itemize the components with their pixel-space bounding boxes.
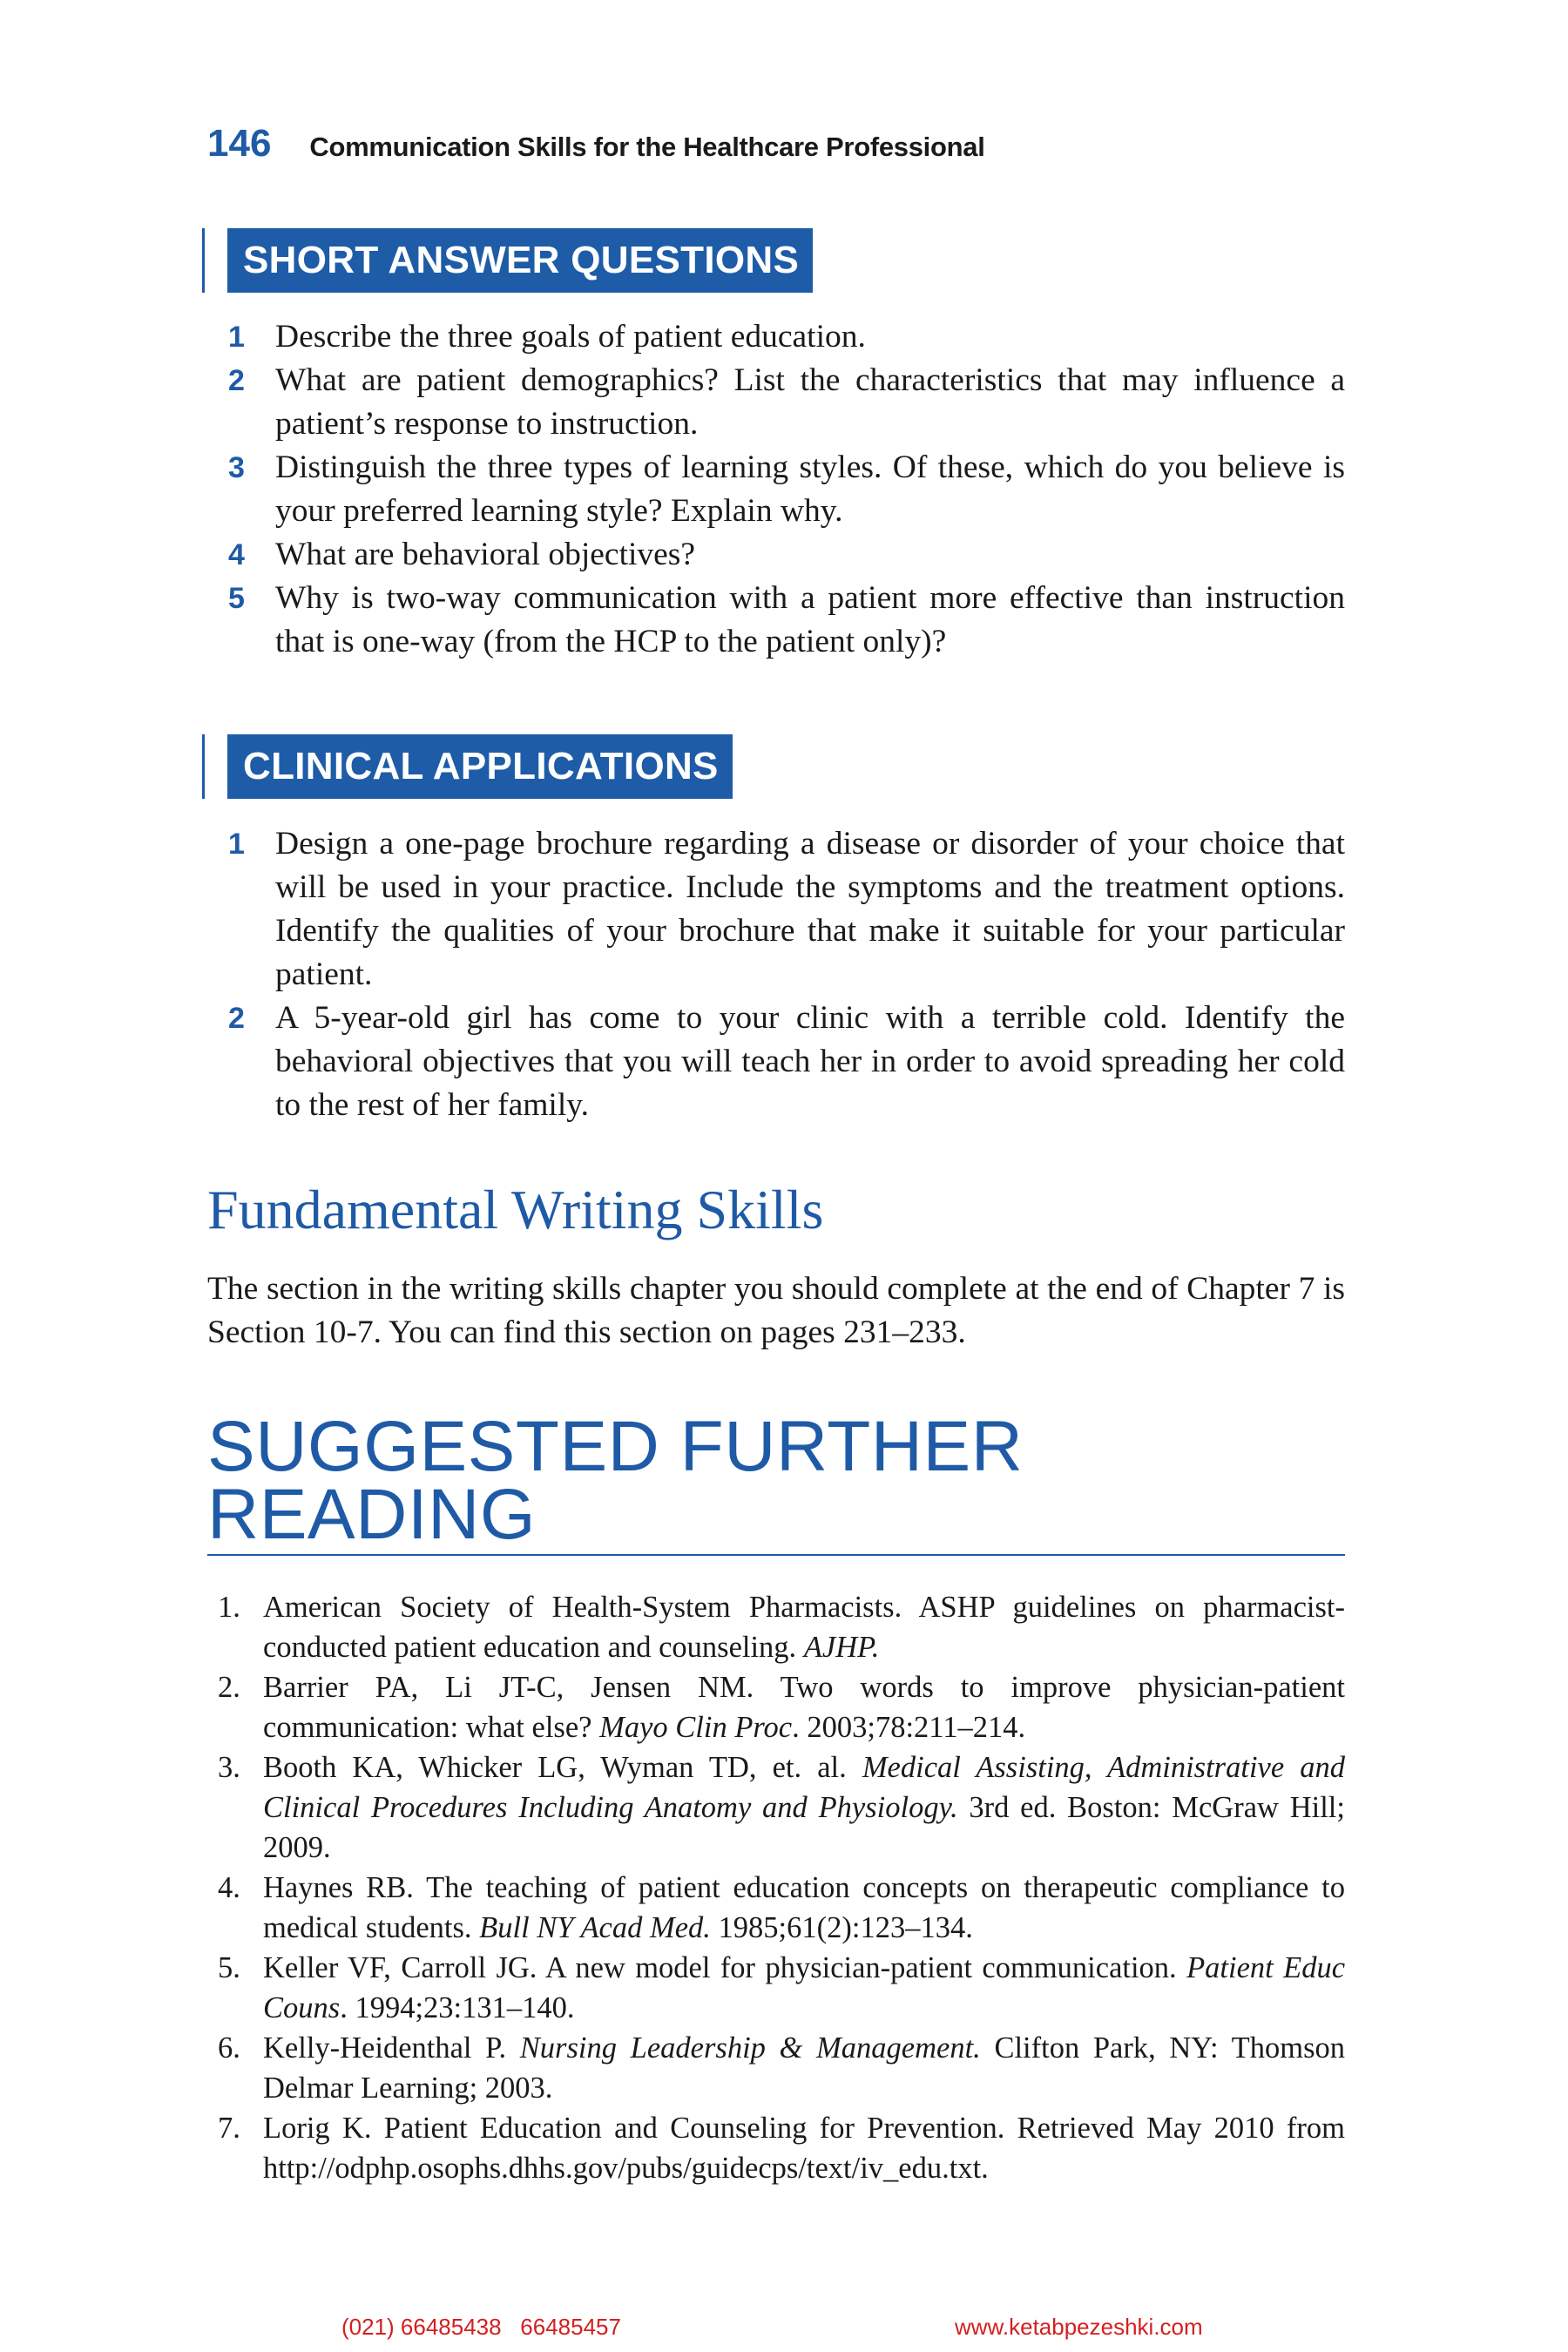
reference-number: 2.	[218, 1671, 240, 1704]
reference-text: Keller VF, Carroll JG. A new model for physician-patient communication. Patient Educ Couns. 1994;23:131–140.	[263, 1951, 1346, 2024]
further-reading-title-line2: READING	[207, 1475, 537, 1554]
writing-skills-body: The section in the writing skills chapter you should complete at the end of Chapter 7 is Section 10-7. You can find this section on pages 231–233.	[207, 1271, 1345, 1350]
item-number: 1	[228, 321, 245, 354]
reference-item	[218, 2108, 1345, 2188]
item-text: A 5-year-old girl has come to your clinic with a terrible cold. Identify the behavioral objectives that you will teach her in order to avoid spreading her cold to the rest of her family.	[275, 1000, 1345, 1123]
reference-item	[218, 1948, 1345, 2028]
reference-item	[218, 1747, 1345, 1868]
reference-text: Booth KA, Whicker LG, Wyman TD, et. al. Medical Assisting, Administrative and Clinical Procedures Including Anatomy and Physiology. 3rd ed. Boston: McGraw Hill; 2009.	[263, 1751, 1345, 1864]
reference-item	[218, 1667, 1345, 1747]
title-underline	[207, 1554, 1345, 1556]
reference-item	[218, 2028, 1345, 2108]
list-item	[228, 359, 1345, 446]
reference-number: 5.	[218, 1951, 240, 1984]
clinical-label: CLINICAL APPLICATIONS	[227, 734, 733, 799]
clinical-heading	[202, 734, 733, 799]
list-item	[228, 822, 1345, 997]
footer-website[interactable]: www.ketabpezeshki.com	[955, 2314, 1203, 2340]
item-number: 5	[228, 582, 245, 615]
reference-text: Haynes RB. The teaching of patient education concepts on therapeutic compliance to medical students. Bull NY Acad Med. 1985;61(2):123–134.	[263, 1871, 1345, 1944]
reference-number: 7.	[218, 2112, 240, 2145]
item-number: 2	[228, 1002, 245, 1035]
reference-text: American Society of Health-System Pharmacists. ASHP guidelines on pharmacist-conducted patient education and counseling. AJHP.	[263, 1591, 1345, 1664]
further-reading-title-line1: SUGGESTED FURTHER	[207, 1407, 1024, 1486]
reference-text: Barrier PA, Li JT-C, Jensen NM. Two words to improve physician-patient communication: what else? Mayo Clin Proc. 2003;78:211–214.	[263, 1671, 1345, 1744]
list-item	[228, 533, 1345, 577]
item-text: What are patient demographics? List the characteristics that may influence a patient’s response to instruction.	[275, 362, 1345, 442]
writing-skills-title: Fundamental Writing Skills	[207, 1179, 824, 1240]
reference-text: Kelly-Heidenthal P. Nursing Leadership & Management. Clifton Park, NY: Thomson Delmar Learning; 2003.	[263, 2031, 1345, 2105]
item-text: Describe the three goals of patient education.	[275, 319, 866, 355]
running-title: Communication Skills for the Healthcare Professional	[309, 132, 985, 162]
item-text: Distinguish the three types of learning styles. Of these, which do you believe is your preferred learning style? Explain why.	[275, 449, 1345, 529]
reference-number: 4.	[218, 1871, 240, 1904]
further-reading-title	[207, 1407, 1345, 1554]
heading-rule	[202, 734, 205, 799]
reference-item	[218, 1868, 1345, 1948]
reference-list	[218, 1587, 1345, 2188]
item-number: 2	[228, 364, 245, 397]
running-header	[207, 122, 985, 166]
clinical-list	[228, 822, 1345, 1127]
list-item	[228, 315, 1345, 359]
list-item	[228, 997, 1345, 1127]
reference-item	[218, 1587, 1345, 1667]
footer-phones: (021) 66485438 66485457	[341, 2314, 621, 2340]
short-answer-list	[228, 315, 1345, 664]
list-item	[228, 577, 1345, 664]
item-number: 4	[228, 538, 245, 571]
list-item	[228, 446, 1345, 533]
short-answer-heading	[202, 228, 813, 293]
reference-text: Lorig K. Patient Education and Counseling for Prevention. Retrieved May 2010 from http://odphp.osophs.dhhs.gov/pubs/guidecps/text/iv_edu.txt.	[263, 2112, 1345, 2185]
reference-number: 6.	[218, 2031, 240, 2065]
item-number: 1	[228, 828, 245, 861]
item-text: Why is two-way communication with a patient more effective than instruction that is one-way (from the HCP to the patient only)?	[275, 580, 1345, 659]
short-answer-label: SHORT ANSWER QUESTIONS	[227, 228, 813, 293]
item-text: Design a one-page brochure regarding a disease or disorder of your choice that will be used in your practice. Include the symptoms and the treatment options. Identify the qualities of your brochure that make it suitable for your particular patient.	[275, 826, 1345, 992]
item-text: What are behavioral objectives?	[275, 537, 696, 572]
heading-rule	[202, 228, 205, 293]
page-number: 146	[207, 122, 272, 165]
reference-number: 3.	[218, 1751, 240, 1784]
item-number: 3	[228, 451, 245, 484]
reference-number: 1.	[218, 1591, 240, 1624]
